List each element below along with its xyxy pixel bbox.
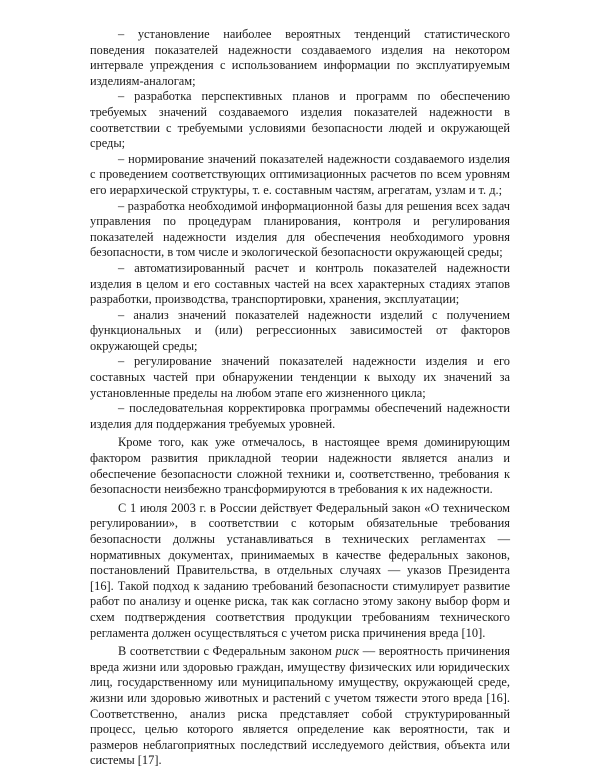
- risk-definition-lead: В соответствии с Федеральным законом: [118, 644, 336, 659]
- list-item-rating-values: – нормирование значений показателей надежности создаваемого изделия с проведением соответствующих оптимизационных расчетов по всем уровням его иерархической структуры, т. е. составным частям, агрегатам, узлам и т. д.;: [90, 151, 510, 197]
- paragraph-federal-law: С 1 июля 2003 г. в России действует Федеральный закон «О техническом регулировании», в соответствии с которым обязательные требования безопасности должны устанавливаться в технических регламентах — нормативных документах, принимаемых в качестве федеральных законов, постановлений Правительства, в отдельных случаях — указов Президента [16]. Такой подход к заданию требований безопасности стимулирует развитие работ по анализу и оценке риска, так как согласно этому закону выбор форм и схем подтверждения соответствия продукции требованиям технического регламента должен осуществляться с учетом риска причинения вреда [10].: [90, 500, 510, 640]
- list-item-automated-calculation: – автоматизированный расчет и контроль показателей надежности изделия в целом и его составных частей на всех характерных стадиях этапов разработки, производства, транспортировки, хранения, эксплуатации;: [90, 260, 510, 307]
- list-item-analysis: – анализ значений показателей надежности изделий с получением функциональных и (или) регрессионных зависимостей от факторов окружающей среды;: [90, 307, 510, 353]
- page-text: [90, 27, 510, 769]
- risk-term: риск: [335, 644, 360, 659]
- list-item-information-base: – разработка необходимой информационной базы для решения всех задач управления по процедурам планирования, контроля и регулирования показателей надежности изделия для обеспечения необходимого уровня безопасности, в том числе и экологической безопасности окружающей среды;: [90, 198, 510, 260]
- list-item-trend-forecast: – установление наиболее вероятных тенденций статистического поведения показателей надежности создаваемого изделия на некотором интервале упреждения с использованием информации по эксплуатируемым изделиям-аналогам;: [90, 27, 510, 88]
- paragraph-risk-definition: [90, 644, 510, 769]
- paragraph-safety-requirements: Кроме того, как уже отмечалось, в настоящее время доминирующим фактором развития прикладной теории надежности является анализ и обеспечение безопасности сложной техники и, соответственно, требования к безопасности неизбежно трансформируются в требования к их надежности.: [90, 435, 510, 497]
- list-item-regulation: – регулирование значений показателей надежности изделия и его составных частей при обнаружении тенденции к выходу их значений за установленные пределы на любом этапе его жизненного цикла;: [90, 354, 510, 400]
- risk-definition-rest: — вероятность причинения вреда жизни или здоровью граждан, имуществу физических или юридических лиц, государственному или муниципальному имуществу, окружающей среде, жизни или здоровью животных и растений с учетом тяжести этого вреда [16]. Соответственно, анализ риска представляет собой структурированный процесс, целью которого является определение как вероятности, так и размеров неблагоприятных последствий исследуемого действия, объекта или системы [17].: [90, 644, 510, 768]
- list-item-program-development: – разработка перспективных планов и программ по обеспечению требуемых значений создаваемого изделия показателей надежности в соответствии с требуемыми условиями безопасности людей и окружающей среды;: [90, 89, 510, 151]
- list-item-correction: – последовательная корректировка программы обеспечений надежности изделия для поддержания требуемых уровней.: [90, 401, 510, 431]
